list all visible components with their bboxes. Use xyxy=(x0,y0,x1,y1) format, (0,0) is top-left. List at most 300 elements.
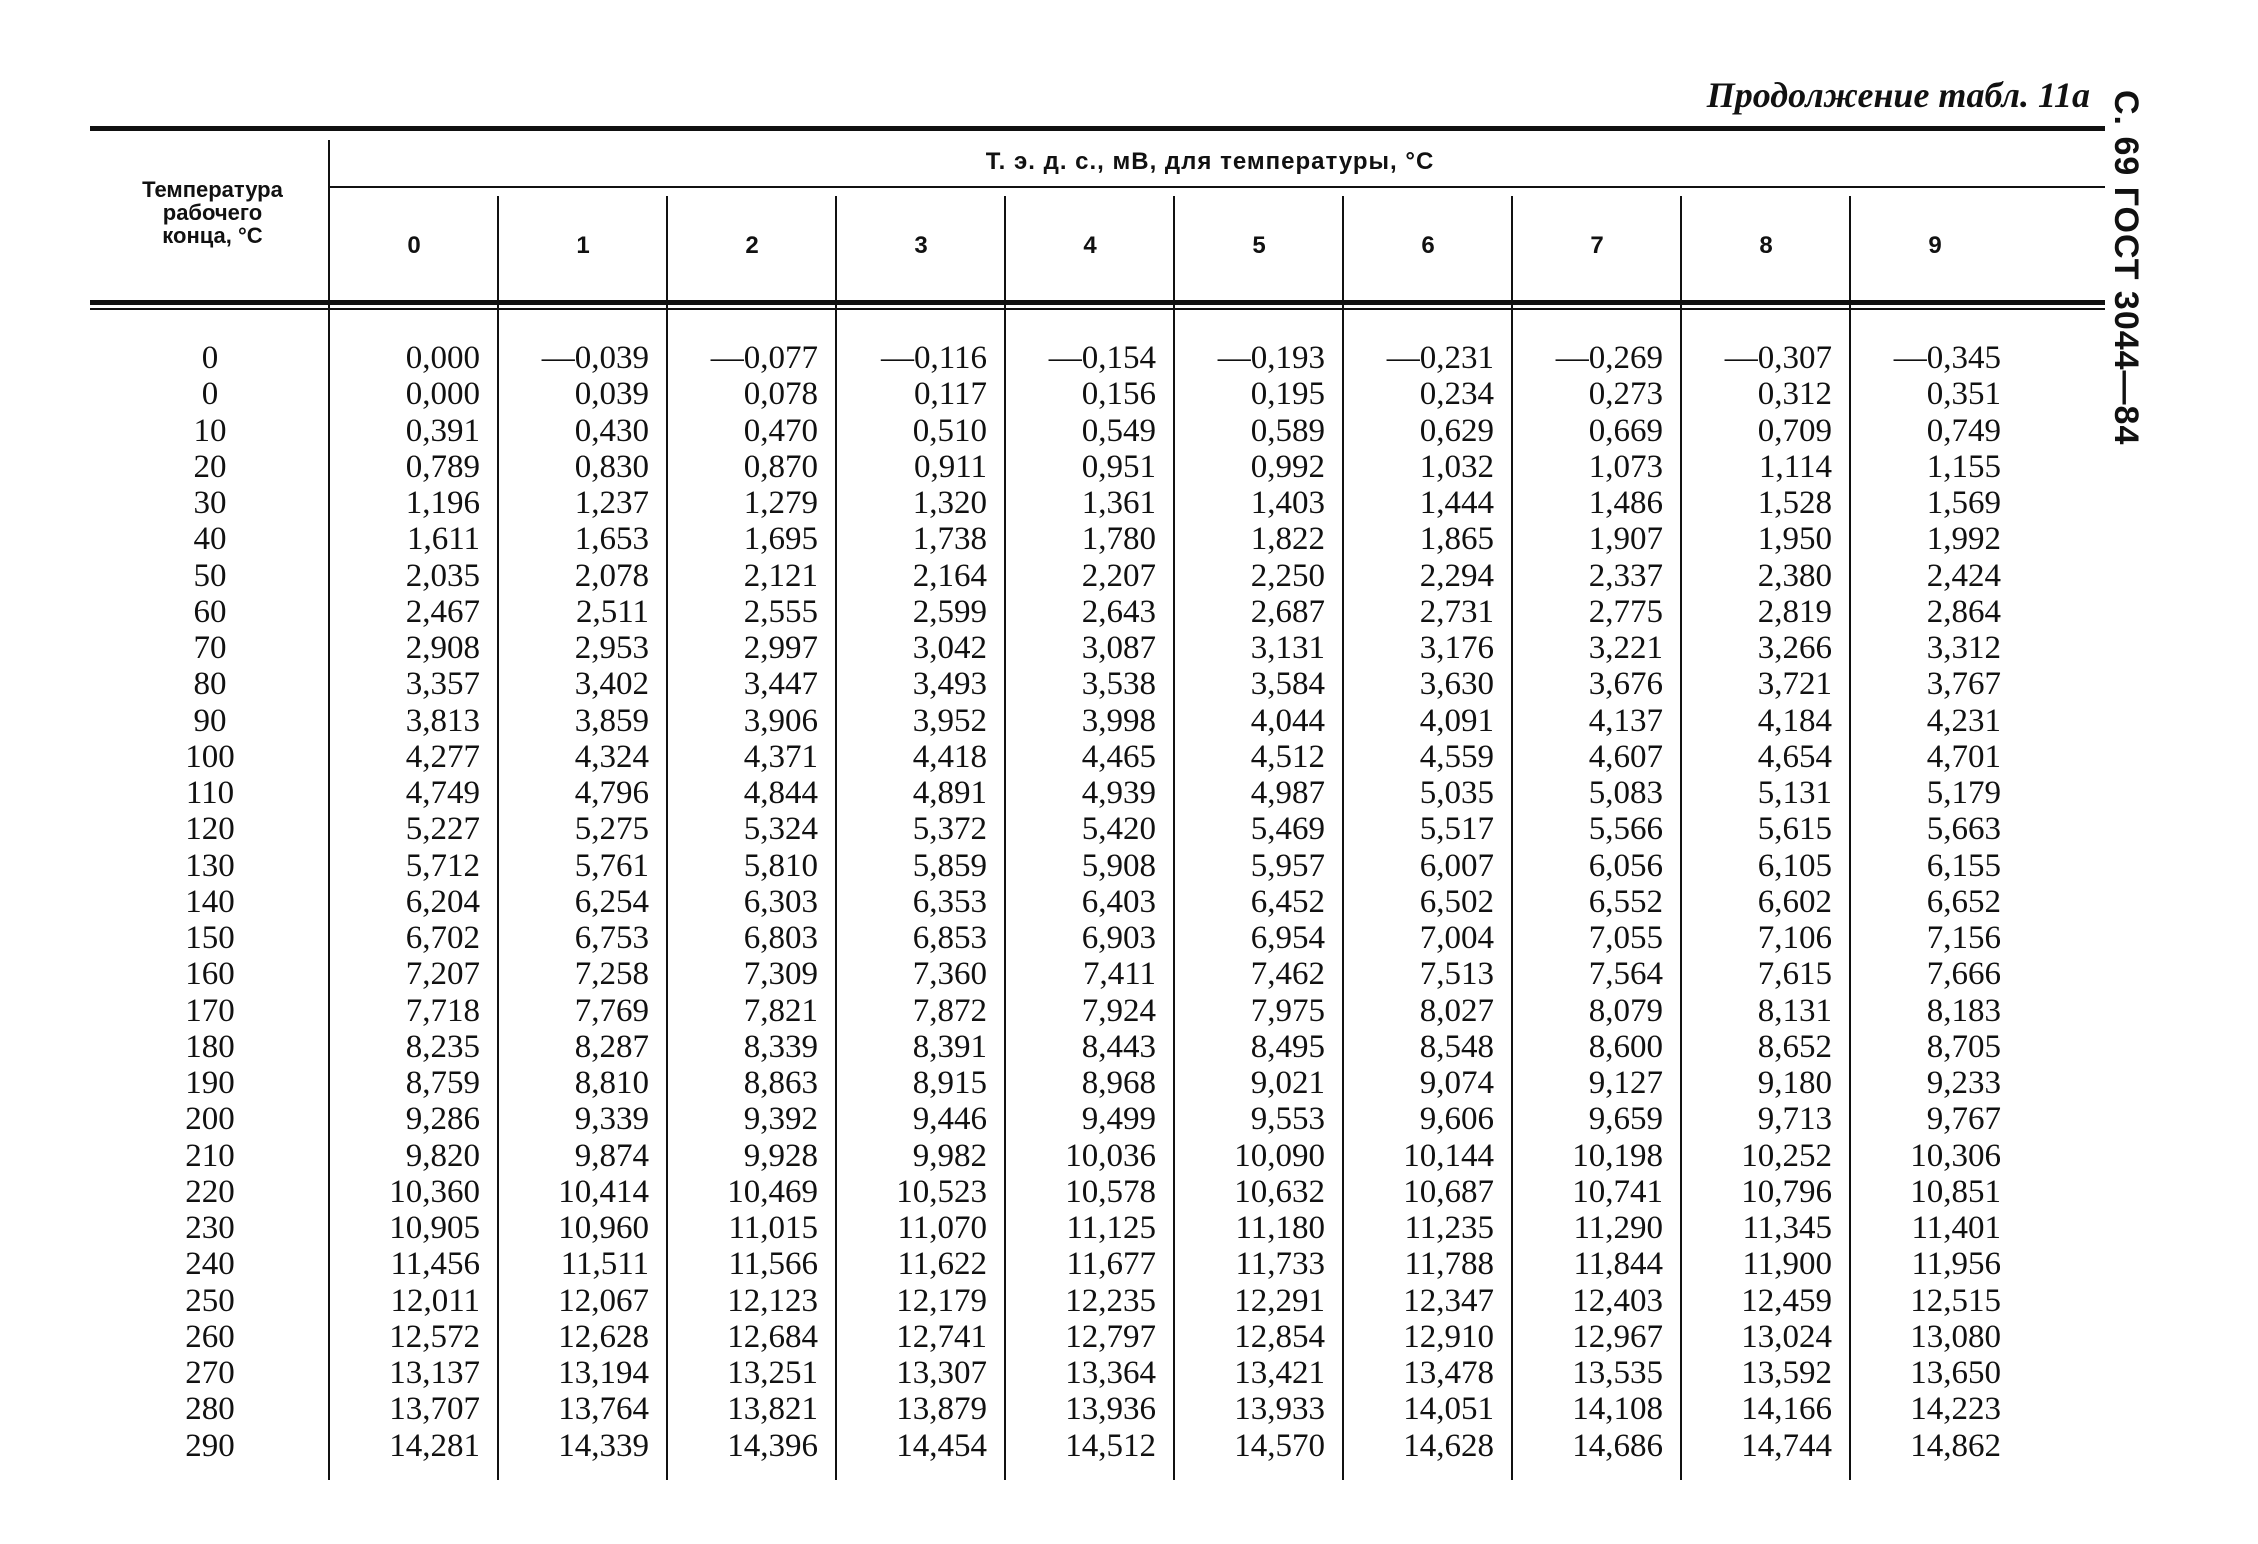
emf-value: 10,687 xyxy=(1403,1173,1494,1210)
emf-value: 4,749 xyxy=(405,775,480,811)
emf-value: 5,712 xyxy=(405,847,480,884)
emf-value: 3,906 xyxy=(743,702,818,739)
emf-value: —0,154 xyxy=(1048,340,1156,376)
row-temperature: 60 xyxy=(193,593,227,630)
emf-value: 5,761 xyxy=(574,847,649,884)
emf-value: 2,035 xyxy=(405,557,480,594)
emf-value: 14,686 xyxy=(1572,1427,1663,1464)
emf-value: 8,600 xyxy=(1588,1028,1663,1065)
column-header: 4 xyxy=(1083,232,1097,259)
emf-value: 10,090 xyxy=(1234,1137,1325,1174)
emf-value: 11,788 xyxy=(1404,1246,1494,1283)
emf-value: 9,713 xyxy=(1757,1101,1832,1138)
row-temperature: 210 xyxy=(185,1137,235,1174)
emf-value: 4,044 xyxy=(1250,702,1325,739)
emf-value: 9,820 xyxy=(405,1137,480,1174)
emf-value: —0,345 xyxy=(1893,340,2001,376)
row-temperature: 160 xyxy=(185,956,235,993)
emf-value: 4,418 xyxy=(912,738,987,775)
emf-value: 1,155 xyxy=(1926,448,2001,485)
emf-value: 5,131 xyxy=(1757,775,1832,811)
emf-value: 10,796 xyxy=(1741,1173,1832,1210)
emf-value: 0,749 xyxy=(1926,412,2001,449)
emf-value: 1,320 xyxy=(912,485,987,521)
row-temperature: 290 xyxy=(185,1427,235,1464)
emf-value: 10,851 xyxy=(1910,1173,2001,1210)
emf-value: 7,513 xyxy=(1419,956,1494,993)
row-temperature: 110 xyxy=(185,775,235,811)
emf-value: 0,156 xyxy=(1081,376,1156,413)
emf-value: 7,106 xyxy=(1757,920,1832,956)
emf-value: 8,131 xyxy=(1757,992,1832,1029)
emf-value: 4,137 xyxy=(1588,702,1663,739)
emf-value: 4,701 xyxy=(1926,738,2001,775)
emf-value: 1,822 xyxy=(1250,521,1325,558)
emf-value: 4,987 xyxy=(1250,775,1325,811)
emf-value: 0,629 xyxy=(1419,412,1494,449)
emf-value: 8,443 xyxy=(1081,1028,1156,1065)
emf-value: 14,281 xyxy=(389,1427,480,1464)
column-header: 0 xyxy=(407,232,421,259)
emf-value: 8,339 xyxy=(743,1028,818,1065)
emf-value: 3,584 xyxy=(1250,666,1325,703)
emf-value: 13,024 xyxy=(1741,1318,1832,1355)
emf-value: 7,872 xyxy=(912,992,987,1029)
top-rule xyxy=(90,126,2105,131)
emf-value: 5,420 xyxy=(1081,811,1156,848)
emf-value: 13,194 xyxy=(558,1355,649,1391)
emf-value: 10,578 xyxy=(1065,1173,1156,1210)
emf-value: 2,078 xyxy=(574,557,649,594)
row-temperature: 40 xyxy=(193,521,227,558)
emf-value: 13,936 xyxy=(1065,1391,1156,1428)
emf-value: 5,517 xyxy=(1419,811,1494,848)
column-header: 2 xyxy=(745,232,759,259)
row-temperature: 100 xyxy=(185,738,235,775)
emf-value: 4,231 xyxy=(1926,702,2001,739)
row-temperature: 280 xyxy=(185,1391,235,1428)
emf-value: 5,908 xyxy=(1081,847,1156,884)
emf-value: 7,821 xyxy=(743,992,818,1029)
emf-value: 2,337 xyxy=(1588,557,1663,594)
emf-value: 5,227 xyxy=(405,811,480,848)
side-page-header: С. 69 ГОСТ 3044—84 xyxy=(2107,90,2145,446)
row-temperature: 0 xyxy=(201,340,219,376)
header-bottom-rule-2 xyxy=(90,308,2105,310)
temp-header-line: рабочего xyxy=(162,200,263,225)
row-temperature: 180 xyxy=(185,1028,235,1065)
emf-value: 14,744 xyxy=(1741,1427,1832,1464)
emf-value: 10,360 xyxy=(389,1173,480,1210)
emf-value: 2,207 xyxy=(1081,557,1156,594)
emf-value: 8,968 xyxy=(1081,1065,1156,1101)
emf-group-header: Т. э. д. с., мВ, для температуры, °С xyxy=(985,148,1435,175)
emf-value: 3,538 xyxy=(1081,666,1156,703)
emf-value: 7,462 xyxy=(1250,956,1325,993)
emf-value: 6,954 xyxy=(1250,920,1325,956)
emf-value: 8,759 xyxy=(405,1065,480,1101)
temp-header-line: конца, °С xyxy=(162,223,263,248)
emf-value: 6,353 xyxy=(912,883,987,920)
emf-value: 8,705 xyxy=(1926,1028,2001,1065)
emf-value: 2,908 xyxy=(405,630,480,666)
emf-value: 1,486 xyxy=(1588,485,1663,521)
emf-value: 2,467 xyxy=(405,593,480,630)
emf-value: 0,391 xyxy=(405,412,480,449)
emf-value: 2,643 xyxy=(1081,593,1156,630)
emf-value: 8,915 xyxy=(912,1065,987,1101)
emf-value: 5,035 xyxy=(1419,775,1494,811)
emf-value: 6,056 xyxy=(1588,847,1663,884)
emf-value: 4,371 xyxy=(743,738,818,775)
row-temperature: 170 xyxy=(185,992,235,1029)
emf-value: 9,606 xyxy=(1419,1101,1494,1138)
emf-value: 11,456 xyxy=(390,1246,480,1283)
emf-value: 12,854 xyxy=(1234,1318,1325,1355)
emf-value: 11,900 xyxy=(1742,1246,1832,1283)
emf-value: 9,233 xyxy=(1926,1065,2001,1101)
column-header: 5 xyxy=(1252,232,1266,259)
emf-value: 0,039 xyxy=(574,376,649,413)
emf-value: 0,078 xyxy=(743,376,818,413)
emf-value: 2,864 xyxy=(1926,593,2001,630)
emf-value: 5,324 xyxy=(743,811,818,848)
emf-value: 3,813 xyxy=(405,702,480,739)
emf-value: 3,676 xyxy=(1588,666,1663,703)
emf-value: 3,087 xyxy=(1081,630,1156,666)
emf-value: 6,853 xyxy=(912,920,987,956)
emf-value: 7,615 xyxy=(1757,956,1832,993)
emf-value: 2,687 xyxy=(1250,593,1325,630)
emf-value: 11,235 xyxy=(1404,1210,1494,1246)
emf-value: 2,555 xyxy=(743,593,818,630)
emf-value: —0,077 xyxy=(710,340,818,376)
emf-value: 4,091 xyxy=(1419,702,1494,739)
emf-value: 14,570 xyxy=(1234,1427,1325,1464)
emf-value: 11,844 xyxy=(1573,1246,1663,1283)
emf-value: 10,198 xyxy=(1572,1137,1663,1174)
row-temperature: 130 xyxy=(185,847,235,884)
continuation-title: Продолжение табл. 11а xyxy=(1706,75,2090,115)
column-header: 3 xyxy=(914,232,928,259)
emf-value: 12,235 xyxy=(1065,1282,1156,1319)
emf-value: 1,032 xyxy=(1419,448,1494,485)
emf-value: 7,360 xyxy=(912,956,987,993)
emf-value: 1,653 xyxy=(574,521,649,558)
emf-value: 12,797 xyxy=(1065,1318,1156,1355)
emf-value: 1,444 xyxy=(1419,485,1494,521)
emf-value: 0,589 xyxy=(1250,412,1325,449)
emf-value: 2,511 xyxy=(575,593,649,630)
emf-value: 13,307 xyxy=(896,1355,987,1391)
emf-value: 11,733 xyxy=(1235,1246,1325,1283)
temperature-column-header xyxy=(100,178,325,247)
emf-value: 8,391 xyxy=(912,1028,987,1065)
emf-value: 13,137 xyxy=(389,1355,480,1391)
emf-value: 7,207 xyxy=(405,956,480,993)
emf-value: 3,131 xyxy=(1250,630,1325,666)
emf-value: 13,879 xyxy=(896,1391,987,1428)
emf-value: 10,632 xyxy=(1234,1173,1325,1210)
emf-value: 2,164 xyxy=(912,557,987,594)
emf-value: 3,357 xyxy=(405,666,480,703)
emf-value: 3,767 xyxy=(1926,666,2001,703)
emf-value: 7,666 xyxy=(1926,956,2001,993)
column-header: 7 xyxy=(1590,232,1604,259)
emf-value: 0,549 xyxy=(1081,412,1156,449)
emf-value: 8,079 xyxy=(1588,992,1663,1029)
emf-value: 12,347 xyxy=(1403,1282,1494,1319)
emf-value: 13,080 xyxy=(1910,1318,2001,1355)
emf-value: 1,865 xyxy=(1419,521,1494,558)
emf-value: 13,251 xyxy=(727,1355,818,1391)
emf-value: 9,446 xyxy=(912,1101,987,1138)
emf-value: 7,564 xyxy=(1588,956,1663,993)
emf-value: 4,844 xyxy=(743,775,818,811)
emf-value: 8,810 xyxy=(574,1065,649,1101)
emf-value: 6,007 xyxy=(1419,847,1494,884)
emf-value: 6,502 xyxy=(1419,883,1494,920)
column-header: 6 xyxy=(1421,232,1435,259)
emf-value: 0,195 xyxy=(1250,376,1325,413)
emf-value: 2,380 xyxy=(1757,557,1832,594)
emf-value: —0,193 xyxy=(1217,340,1325,376)
emf-value: 11,566 xyxy=(728,1246,818,1283)
emf-value: 3,176 xyxy=(1419,630,1494,666)
emf-value: 2,775 xyxy=(1588,593,1663,630)
emf-value: —0,269 xyxy=(1555,340,1663,376)
emf-value: 4,559 xyxy=(1419,738,1494,775)
emf-value: 6,105 xyxy=(1757,847,1832,884)
emf-value: 12,179 xyxy=(896,1282,987,1319)
emf-value: 12,967 xyxy=(1572,1318,1663,1355)
emf-value: 3,221 xyxy=(1588,630,1663,666)
emf-value: 4,277 xyxy=(405,738,480,775)
emf-value: 1,403 xyxy=(1250,485,1325,521)
emf-value: 1,569 xyxy=(1926,485,2001,521)
row-temperature: 260 xyxy=(185,1318,235,1355)
row-temperature: 190 xyxy=(185,1065,235,1101)
emf-value: 5,372 xyxy=(912,811,987,848)
row-temperature: 10 xyxy=(193,412,227,449)
emf-value: 5,275 xyxy=(574,811,649,848)
row-temperature: 20 xyxy=(193,448,227,485)
emf-value: 12,572 xyxy=(389,1318,480,1355)
emf-value: 4,939 xyxy=(1081,775,1156,811)
emf-value: 0,000 xyxy=(405,376,480,413)
emf-value: 5,663 xyxy=(1926,811,2001,848)
emf-value: 2,819 xyxy=(1757,593,1832,630)
emf-value: 0,470 xyxy=(743,412,818,449)
emf-value: 5,615 xyxy=(1757,811,1832,848)
emf-value: 11,125 xyxy=(1066,1210,1156,1246)
emf-value: 7,975 xyxy=(1250,992,1325,1029)
emf-value: 14,223 xyxy=(1910,1391,2001,1428)
emf-value: 0,911 xyxy=(913,448,987,485)
emf-value: 8,652 xyxy=(1757,1028,1832,1065)
emf-value: 7,004 xyxy=(1419,920,1494,956)
emf-value: 5,810 xyxy=(743,847,818,884)
emf-value: 1,738 xyxy=(912,521,987,558)
row-temperature: 120 xyxy=(185,811,235,848)
row-temperature: 80 xyxy=(193,666,227,703)
emf-value: 4,654 xyxy=(1757,738,1832,775)
emf-value: 6,652 xyxy=(1926,883,2001,920)
emf-value: 9,499 xyxy=(1081,1101,1156,1138)
emf-value: 1,279 xyxy=(743,485,818,521)
emf-value: —0,116 xyxy=(880,340,987,376)
row-temperature: 220 xyxy=(185,1173,235,1210)
emf-value: 6,403 xyxy=(1081,883,1156,920)
emf-value: 6,254 xyxy=(574,883,649,920)
emf-value: 6,753 xyxy=(574,920,649,956)
emf-value: 9,074 xyxy=(1419,1065,1494,1101)
emf-value: 6,452 xyxy=(1250,883,1325,920)
emf-value: 13,478 xyxy=(1403,1355,1494,1391)
emf-value: 13,535 xyxy=(1572,1355,1663,1391)
emf-value: 12,459 xyxy=(1741,1282,1832,1319)
emf-value: 2,953 xyxy=(574,630,649,666)
emf-value: 2,121 xyxy=(743,557,818,594)
emf-value: 11,622 xyxy=(897,1246,987,1283)
emf-value: 9,982 xyxy=(912,1137,987,1174)
emf-value: 5,566 xyxy=(1588,811,1663,848)
emf-value: 0,870 xyxy=(743,448,818,485)
emf-value: 8,863 xyxy=(743,1065,818,1101)
emf-value: 1,611 xyxy=(406,521,480,558)
emf-value: 8,027 xyxy=(1419,992,1494,1029)
emf-value: 1,196 xyxy=(405,485,480,521)
row-temperature: 250 xyxy=(185,1282,235,1319)
emf-value: 12,515 xyxy=(1910,1282,2001,1319)
emf-value: 12,403 xyxy=(1572,1282,1663,1319)
emf-value: 13,592 xyxy=(1741,1355,1832,1391)
emf-value: 6,803 xyxy=(743,920,818,956)
emf-value: 5,469 xyxy=(1250,811,1325,848)
emf-value: 10,144 xyxy=(1403,1137,1494,1174)
emf-value: 0,830 xyxy=(574,448,649,485)
emf-value: 2,424 xyxy=(1926,557,2001,594)
emf-value: 14,454 xyxy=(896,1427,987,1464)
emf-value: 5,957 xyxy=(1250,847,1325,884)
emf-value: 8,183 xyxy=(1926,992,2001,1029)
emf-value: 7,055 xyxy=(1588,920,1663,956)
emf-value: 10,414 xyxy=(558,1173,649,1210)
emf-value: 12,684 xyxy=(727,1318,818,1355)
emf-value: 9,659 xyxy=(1588,1101,1663,1138)
emf-value: 13,421 xyxy=(1234,1355,1325,1391)
emf-value: 7,309 xyxy=(743,956,818,993)
emf-value: 7,258 xyxy=(574,956,649,993)
emf-value: 3,266 xyxy=(1757,630,1832,666)
emf-value: 10,252 xyxy=(1741,1137,1832,1174)
emf-value: 13,707 xyxy=(389,1391,480,1428)
temp-header-line: Температура xyxy=(142,177,283,202)
emf-value: 6,155 xyxy=(1926,847,2001,884)
emf-value: 9,021 xyxy=(1250,1065,1325,1101)
emf-value: 8,495 xyxy=(1250,1028,1325,1065)
emf-value: 12,291 xyxy=(1234,1282,1325,1319)
emf-value: 11,015 xyxy=(728,1210,818,1246)
emf-value: 2,997 xyxy=(743,630,818,666)
emf-value: 3,630 xyxy=(1419,666,1494,703)
emf-value: 10,306 xyxy=(1910,1137,2001,1174)
emf-value: 4,796 xyxy=(574,775,649,811)
emf-value: 7,411 xyxy=(1082,956,1156,993)
emf-value: 6,702 xyxy=(405,920,480,956)
emf-value: 14,396 xyxy=(727,1427,818,1464)
emf-value: 7,156 xyxy=(1926,920,2001,956)
emf-value: 11,956 xyxy=(1911,1246,2001,1283)
emf-value: 11,180 xyxy=(1235,1210,1325,1246)
emf-value: 3,042 xyxy=(912,630,987,666)
row-temperature: 140 xyxy=(185,883,235,920)
row-temperature: 270 xyxy=(185,1355,235,1391)
emf-value: 1,528 xyxy=(1757,485,1832,521)
emf-value: —0,307 xyxy=(1724,340,1832,376)
emf-value: 2,250 xyxy=(1250,557,1325,594)
emf-value: 11,511 xyxy=(560,1246,649,1283)
emf-value: 11,677 xyxy=(1066,1246,1156,1283)
emf-value: 14,339 xyxy=(558,1427,649,1464)
emf-value: 12,910 xyxy=(1403,1318,1494,1355)
emf-value: 10,905 xyxy=(389,1210,480,1246)
emf-value: 3,447 xyxy=(743,666,818,703)
emf-value: 5,859 xyxy=(912,847,987,884)
emf-value: 14,166 xyxy=(1741,1391,1832,1428)
emf-value: 10,741 xyxy=(1572,1173,1663,1210)
emf-value: 11,070 xyxy=(897,1210,987,1246)
emf-value: 1,992 xyxy=(1926,521,2001,558)
emf-value: 2,731 xyxy=(1419,593,1494,630)
emf-value: 0,430 xyxy=(574,412,649,449)
emf-value: 9,392 xyxy=(743,1101,818,1138)
emf-value: 3,312 xyxy=(1926,630,2001,666)
emf-value: 4,607 xyxy=(1588,738,1663,775)
emf-value: 0,000 xyxy=(405,340,480,376)
emf-value: 13,650 xyxy=(1910,1355,2001,1391)
emf-value: 13,821 xyxy=(727,1391,818,1428)
emf-value: 4,512 xyxy=(1250,738,1325,775)
emf-value: 6,602 xyxy=(1757,883,1832,920)
emf-value: 9,928 xyxy=(743,1137,818,1174)
emf-value: 14,108 xyxy=(1572,1391,1663,1428)
emf-value: 8,235 xyxy=(405,1028,480,1065)
emf-value: 0,117 xyxy=(913,376,987,413)
emf-value: 12,741 xyxy=(896,1318,987,1355)
emf-value: 1,361 xyxy=(1081,485,1156,521)
emf-value: 12,067 xyxy=(558,1282,649,1319)
column-header: 9 xyxy=(1928,232,1942,259)
emf-value: 1,073 xyxy=(1588,448,1663,485)
emf-value: 4,465 xyxy=(1081,738,1156,775)
header-bottom-rule xyxy=(90,300,2105,305)
row-temperature: 240 xyxy=(185,1246,235,1283)
emf-value: 11,401 xyxy=(1911,1210,2001,1246)
emf-value: 13,933 xyxy=(1234,1391,1325,1428)
emf-value: 14,512 xyxy=(1065,1427,1156,1464)
emf-value: 3,859 xyxy=(574,702,649,739)
emf-value: 11,290 xyxy=(1573,1210,1663,1246)
emf-value: 1,950 xyxy=(1757,521,1832,558)
emf-value: 11,345 xyxy=(1742,1210,1832,1246)
emf-value: 12,123 xyxy=(727,1282,818,1319)
group-header-rule xyxy=(330,186,2105,188)
emf-value: 12,628 xyxy=(558,1318,649,1355)
emf-value: 14,051 xyxy=(1403,1391,1494,1428)
row-temperature: 90 xyxy=(193,702,227,739)
emf-value: 7,769 xyxy=(574,992,649,1029)
